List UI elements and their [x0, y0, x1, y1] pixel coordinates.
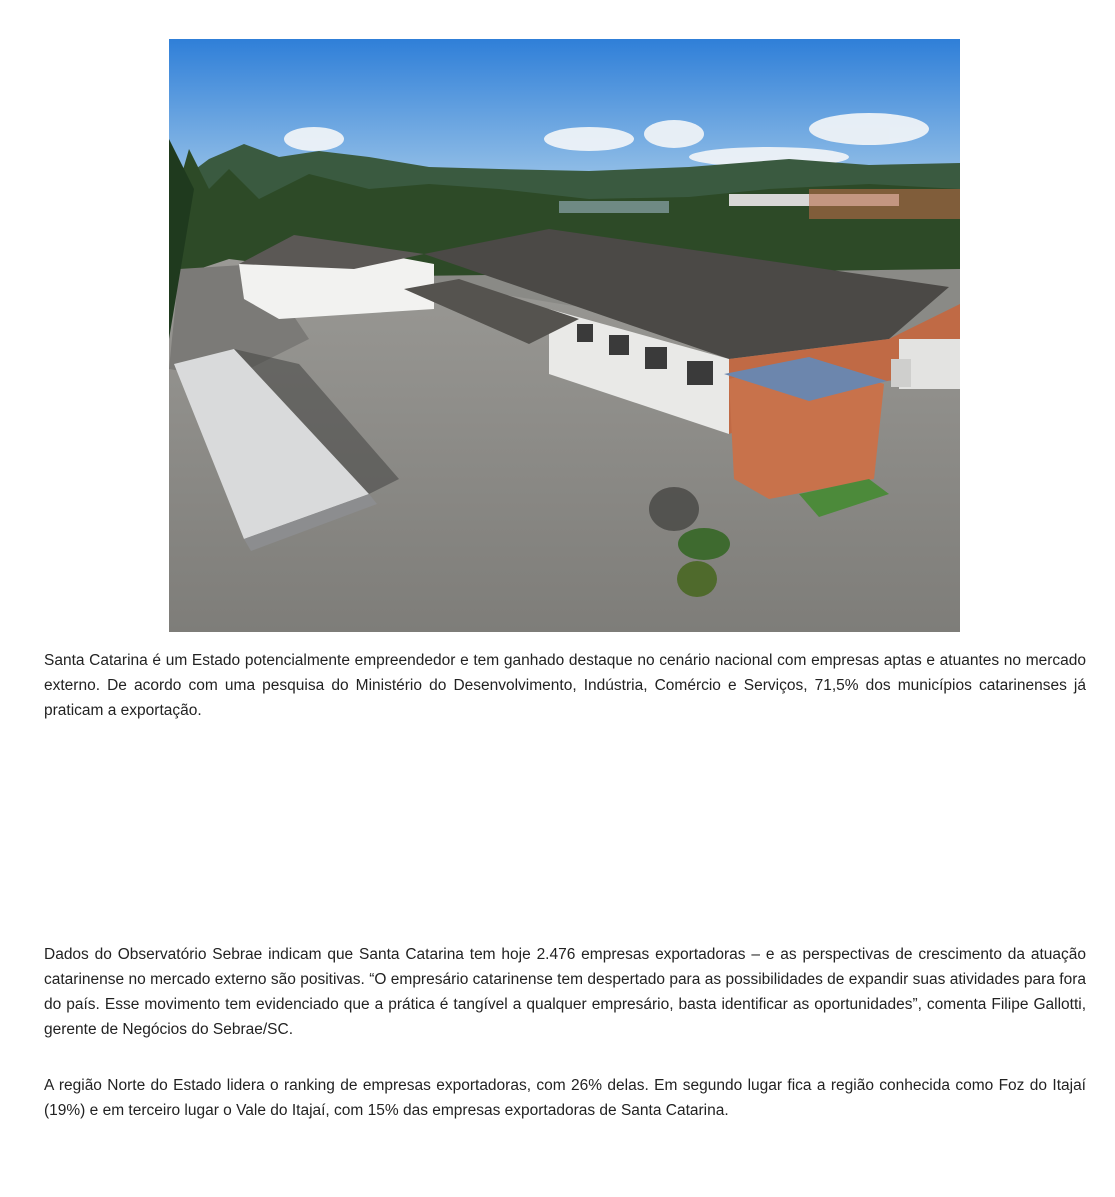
article-paragraph-1: Santa Catarina é um Estado potencialmente empreendedor e tem ganhado destaque no cenário nacional com empresas aptas e atuantes no mercado externo. De acordo com uma pesquisa do Ministério do Desenvolvimento, Indústria, Comércio e Serviços, 71,5% dos municípios catarinenses já praticam a exportação. — [44, 652, 1086, 719]
article-paragraph-2: Dados do Observatório Sebrae indicam que Santa Catarina tem hoje 2.476 empresas exportadoras – e as perspectivas de crescimento da atuação catarinense no mercado externo são positivas. “O empresário catarinense tem despertado para as possibilidades de expandir suas atividades para fora do país. Esse movimento tem evidenciado que a prática é tangível a qualquer empresário, basta identificar as oportunidades”, comenta Filipe Gallotti, gerente de Negócios do Sebrae/SC. — [44, 946, 1086, 1038]
article-paragraph-3: A região Norte do Estado lidera o ranking de empresas exportadoras, com 26% delas. Em segundo lugar fica a região conhecida como Foz do Itajaí (19%) e em terceiro lugar o Vale do Itajaí, com 15% das empresas exportadoras de Santa Catarina. — [44, 1077, 1086, 1119]
article-photo — [169, 39, 960, 632]
